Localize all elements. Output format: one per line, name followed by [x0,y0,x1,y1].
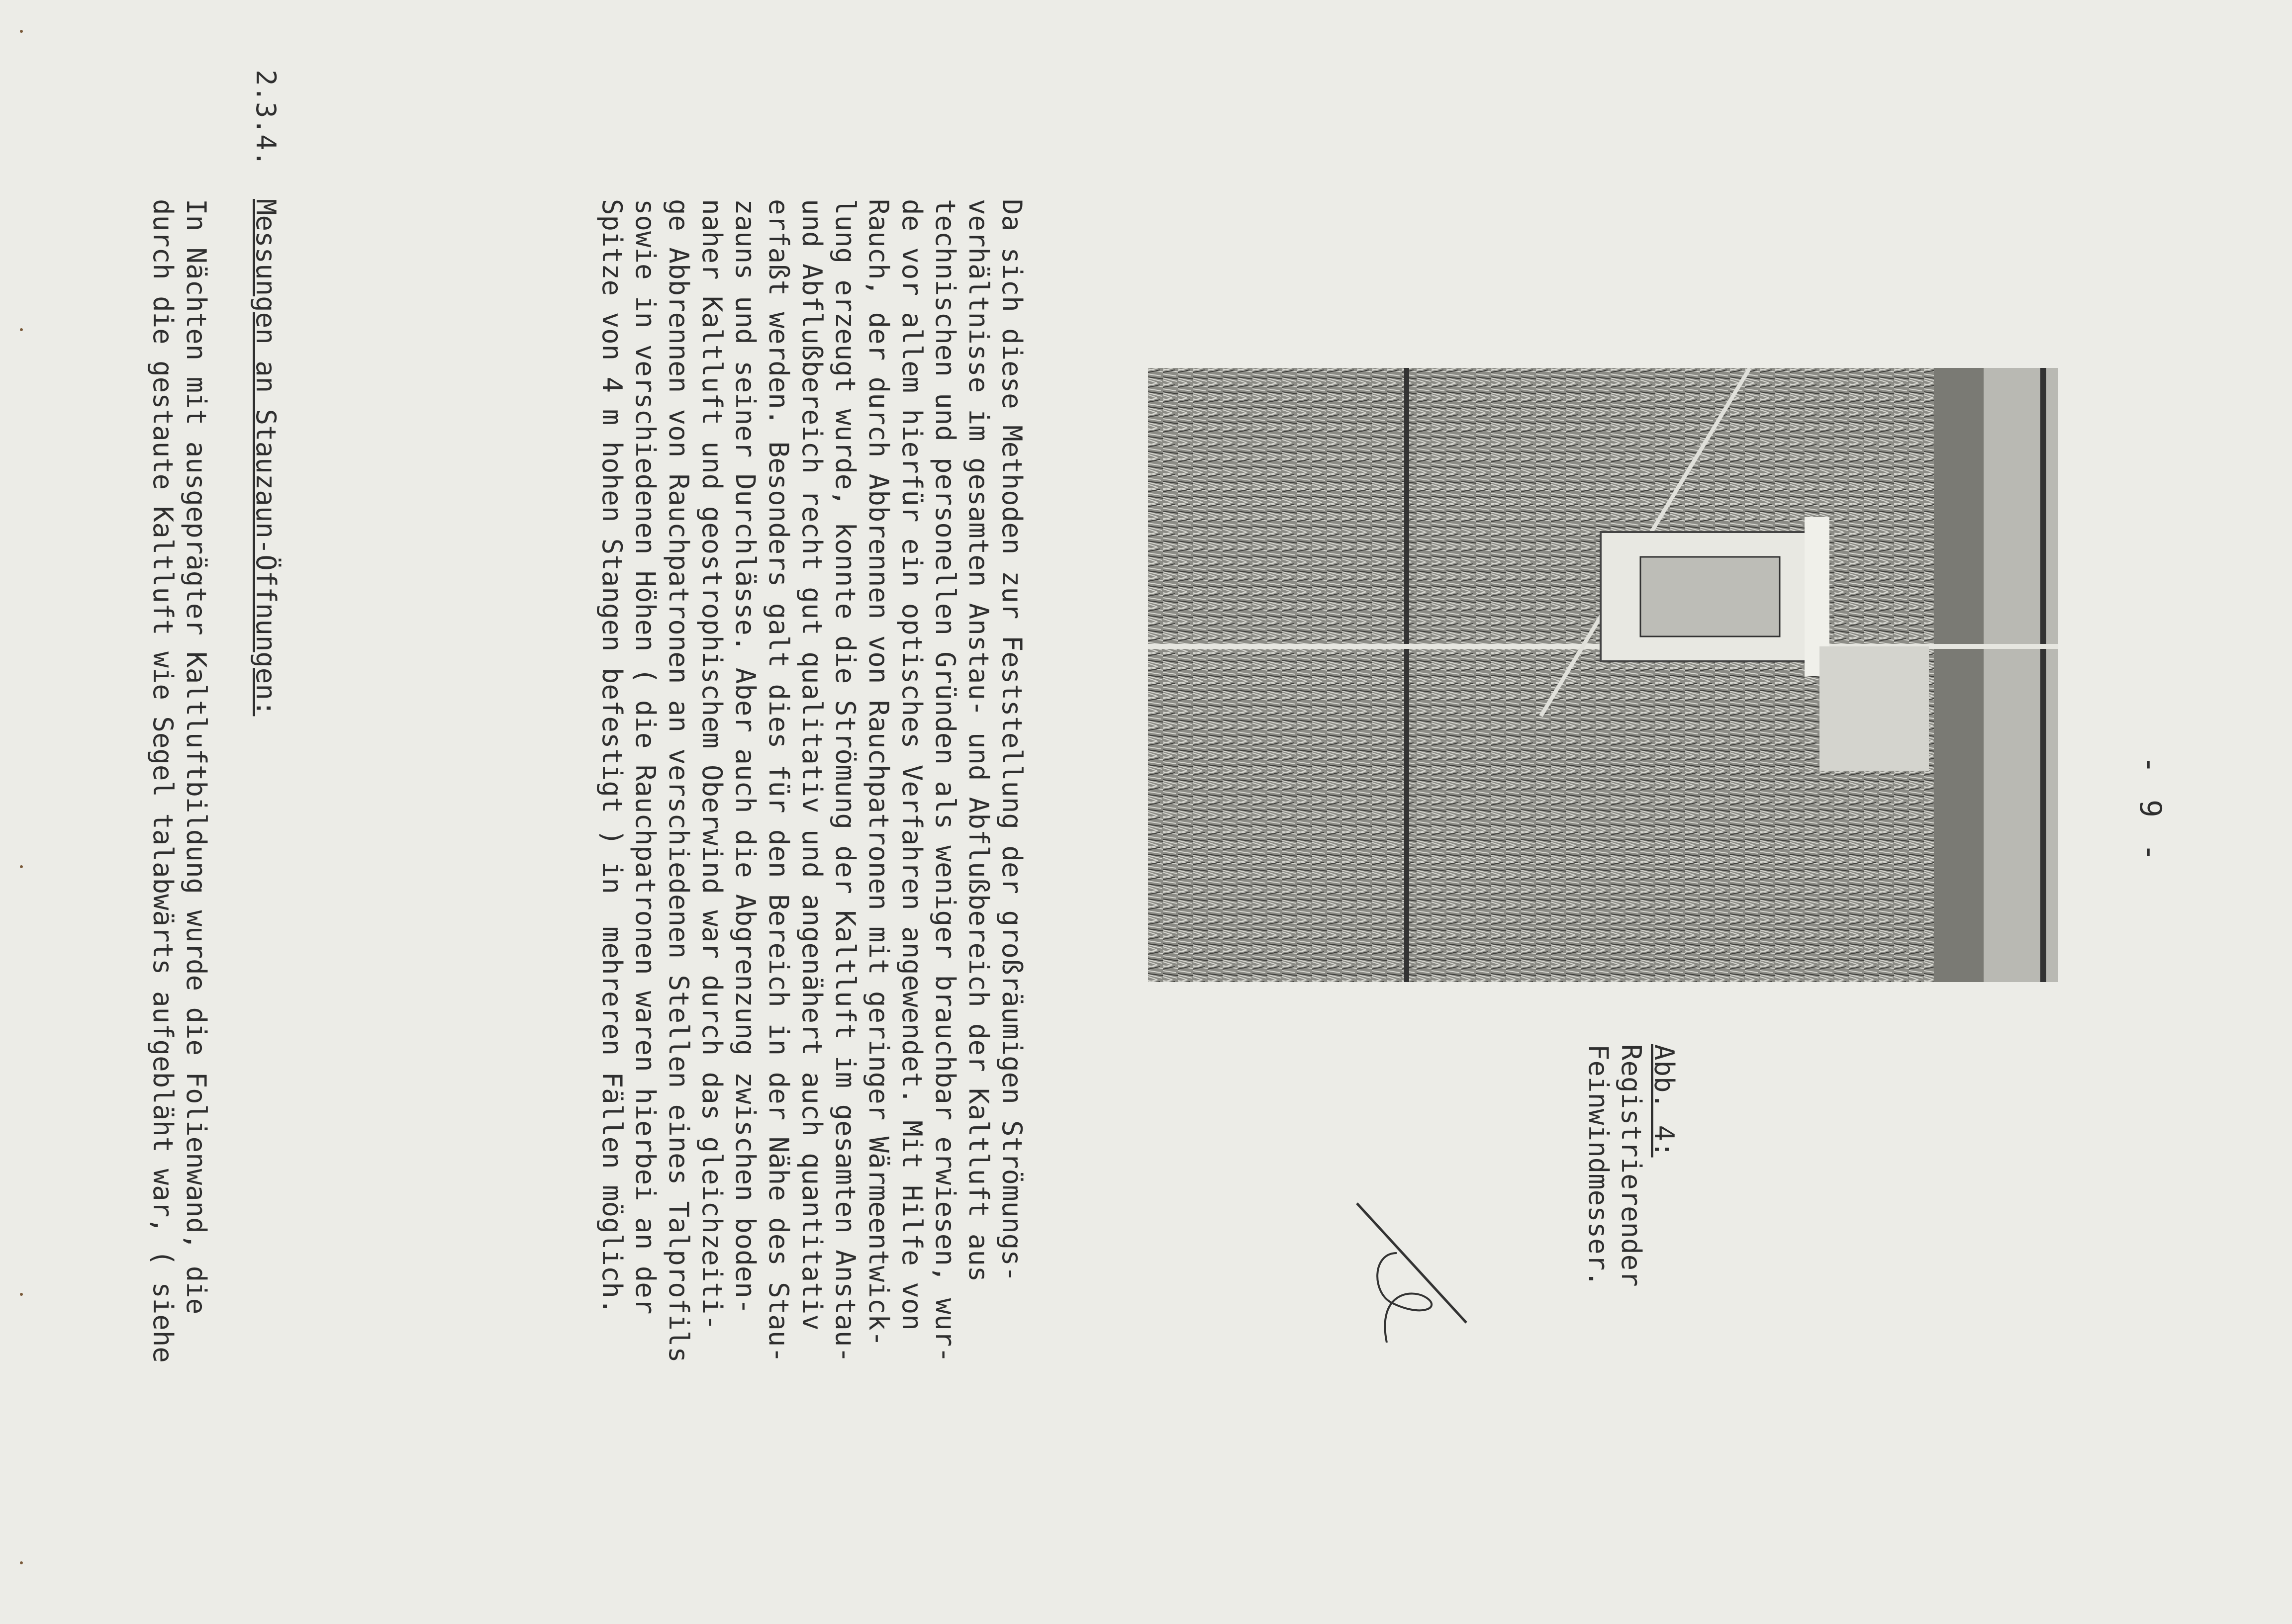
page-number: - 9 - [2133,755,2168,866]
section-title: Messungen an Stauzaun-Öffnungen: [250,199,282,717]
figure-caption-line-1: Registrierender [1616,1044,1647,1287]
figure-photo [1148,368,2058,982]
paragraph-1-line: erfaßt werden. Besonders galt dies für den Bereich in der Nähe des Stau- [763,199,794,1363]
paper-speck [20,1561,23,1564]
paragraph-1-line: Spitze von 4 m hohen Stangen befestigt ) in mehreren Fällen möglich. [596,199,628,1315]
paper-speck [20,30,23,33]
paragraph-1 [595,199,1029,1541]
wind-gauge-photo-image [1148,368,2058,982]
handwritten-mark [1342,1193,1471,1392]
paragraph-1-line: naher Kaltluft und geostrophischem Oberwind war durch das gleichzeiti- [696,199,728,1331]
paragraph-2-line: durch die gestaute Kaltluft wie Segel talabwärts aufgebläht war, ( siehe [147,199,179,1363]
figure-caption-line-2: Feinwindmesser. [1583,1044,1614,1287]
paragraph-2 [146,199,213,1541]
paragraph-1-line: lung erzeugt wurde, konnte die Strömung der Kaltluft im gesamten Anstau- [830,199,861,1363]
paragraph-1-line: verhältnisse im gesamten Anstau- und Abflußbereich der Kaltluft aus [963,199,994,1282]
paragraph-1-line: technischen und personellen Gründen als weniger brauchbar erwiesen, wur- [930,199,961,1363]
paragraph-2-line: In Nächten mit ausgeprägter Kaltluftbildung wurde die Folienwand, die [181,199,212,1315]
paragraph-1-line: zauns und seiner Durchlässe. Aber auch die Abgrenzung zwischen boden- [730,199,761,1315]
paragraph-1-line: sowie in verschiedenen Höhen ( die Rauchpatronen waren hierbei an der [630,199,661,1315]
paragraph-1-line: Da sich diese Methoden zur Feststellung der großräumigen Strömungs- [996,199,1028,1282]
figure-label: Abb. 4: [1648,1044,1680,1158]
paper-speck [20,865,23,868]
section-number: 2.3.4. [250,70,282,167]
paper-speck [20,1293,23,1296]
paragraph-1-line: ge Abbrennen von Rauchpatronen an verschiedenen Stellen eines Talprofils [663,199,694,1363]
figure-caption [1582,1044,1680,1492]
paper-speck [20,328,23,331]
paragraph-1-line: de vor allem hierfür ein optisches Verfahren angewendet. Mit Hilfe von [896,199,928,1331]
paragraph-1-line: Rauch, der durch Abbrennen von Rauchpatronen mit geringer Wärmeentwick- [863,199,894,1347]
paragraph-1-line: und Abflußbereich recht gut qualitativ und angenähert auch quantitativ [796,199,828,1331]
